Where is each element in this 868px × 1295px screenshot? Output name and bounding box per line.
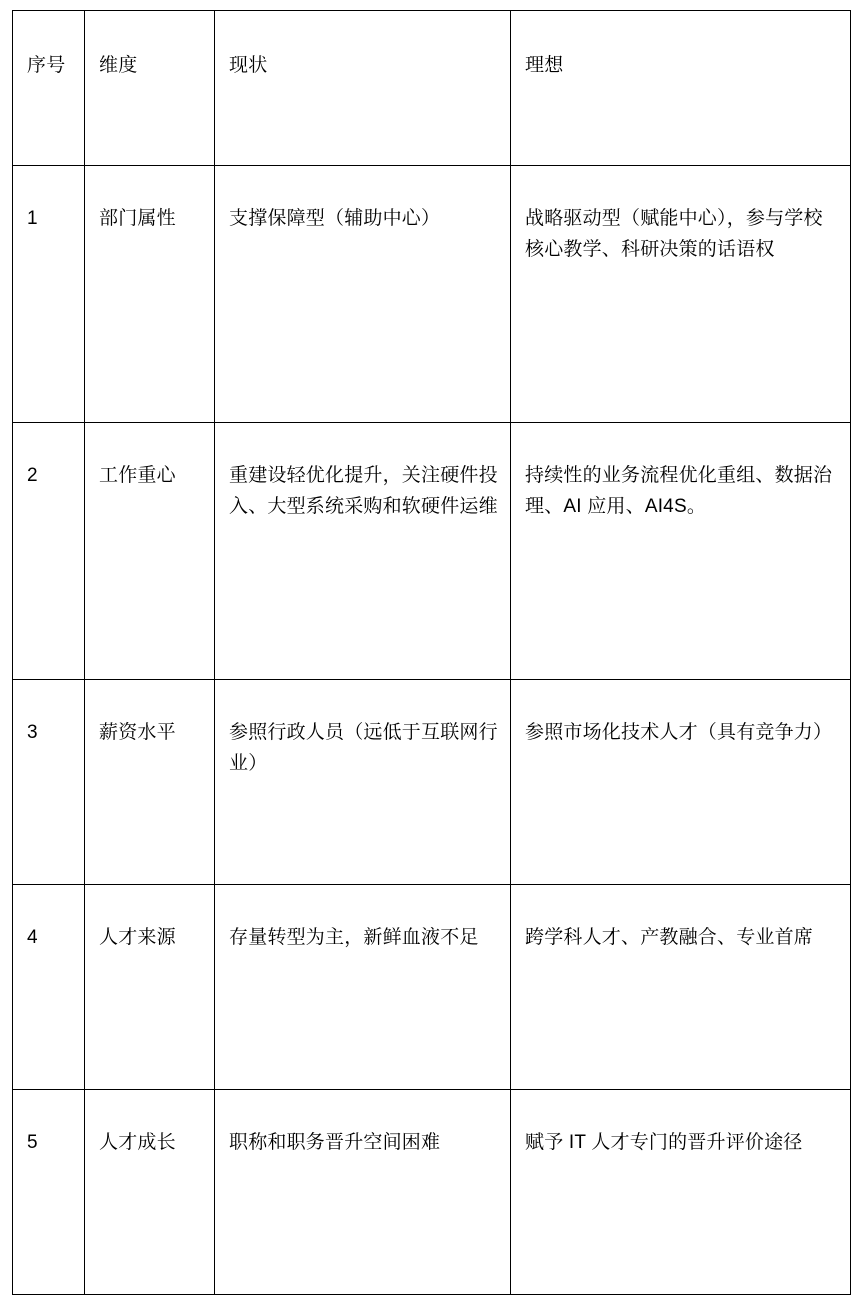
cell-ideal: 参照市场化技术人才（具有竞争力） [511, 680, 851, 885]
cell-dimension: 人才成长 [85, 1090, 215, 1295]
table-row [13, 680, 851, 885]
cell-dimension: 人才来源 [85, 885, 215, 1090]
cell-current: 职称和职务晋升空间困难 [215, 1090, 511, 1295]
cell-ideal: 跨学科人才、产教融合、专业首席 [511, 885, 851, 1090]
column-header-current: 现状 [215, 11, 511, 166]
table-header-row [13, 11, 851, 166]
cell-current: 支撑保障型（辅助中心） [215, 166, 511, 423]
column-header-dimension: 维度 [85, 11, 215, 166]
table-row [13, 885, 851, 1090]
table-row [13, 423, 851, 680]
cell-dimension: 工作重心 [85, 423, 215, 680]
cell-no: 5 [13, 1090, 85, 1295]
cell-no: 2 [13, 423, 85, 680]
cell-no: 4 [13, 885, 85, 1090]
cell-ideal: 战略驱动型（赋能中心），参与学校核心教学、科研决策的话语权 [511, 166, 851, 423]
column-header-no: 序号 [13, 11, 85, 166]
cell-ideal: 持续性的业务流程优化重组、数据治理、AI 应用、AI4S。 [511, 423, 851, 680]
cell-current: 参照行政人员（远低于互联网行业） [215, 680, 511, 885]
cell-dimension: 部门属性 [85, 166, 215, 423]
table-row [13, 1090, 851, 1295]
comparison-table [12, 10, 851, 1295]
table-row [13, 166, 851, 423]
cell-no: 1 [13, 166, 85, 423]
cell-current: 重建设轻优化提升，关注硬件投入、大型系统采购和软硬件运维 [215, 423, 511, 680]
column-header-ideal: 理想 [511, 11, 851, 166]
cell-no: 3 [13, 680, 85, 885]
cell-dimension: 薪资水平 [85, 680, 215, 885]
cell-current: 存量转型为主，新鲜血液不足 [215, 885, 511, 1090]
cell-ideal: 赋予 IT 人才专门的晋升评价途径 [511, 1090, 851, 1295]
